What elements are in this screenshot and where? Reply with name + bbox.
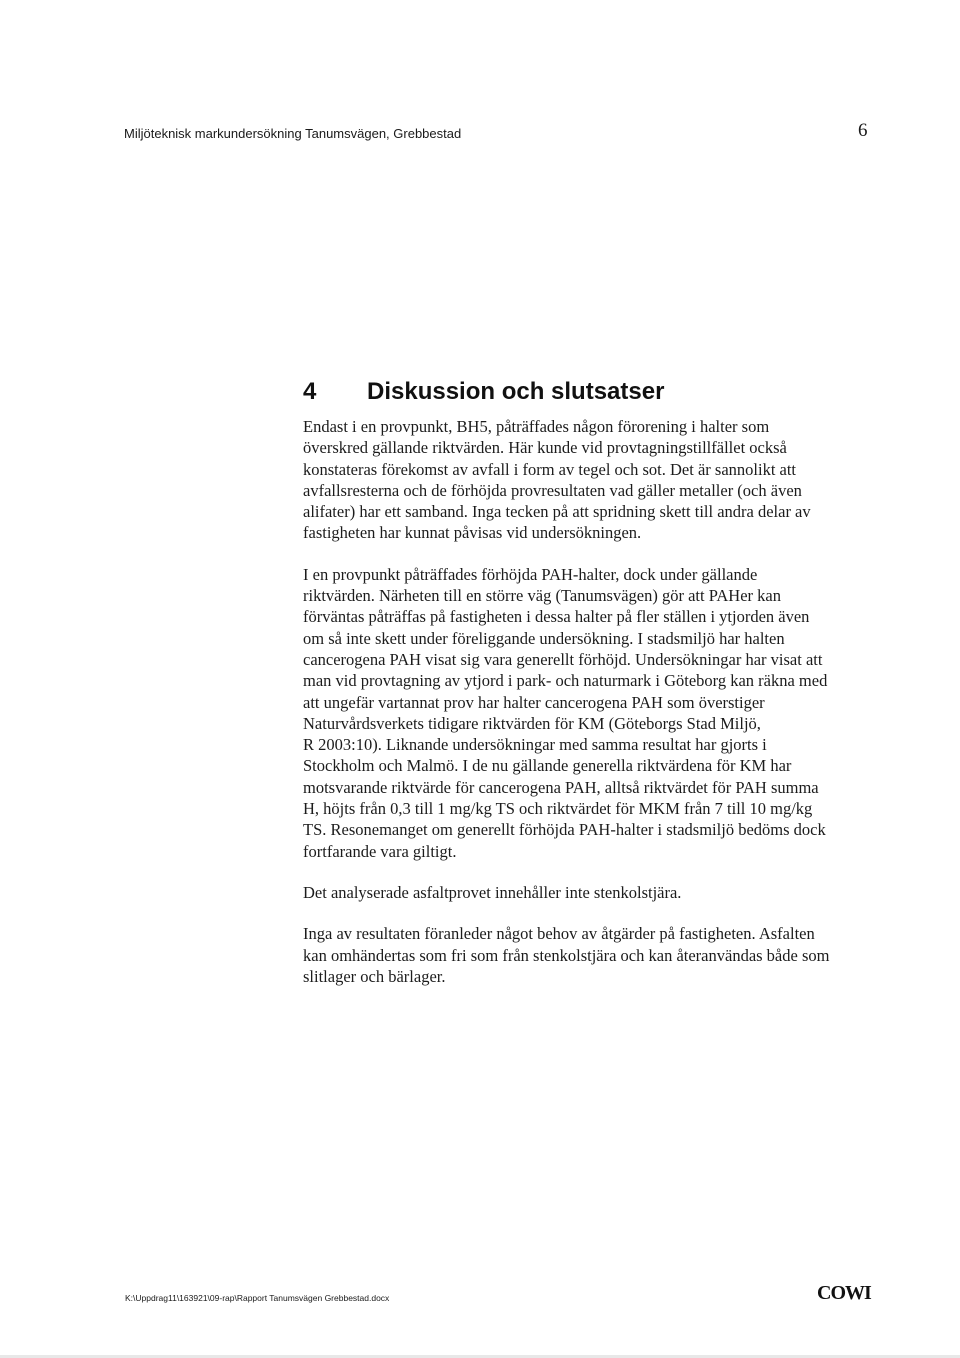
text-line: man vid provtagning av ytjord i park- och naturmark i Göteborg kan räkna med — [303, 671, 828, 691]
text-line: Naturvårdsverkets tidigare riktvärden för KM (Göteborgs Stad Miljö, — [303, 713, 761, 733]
text-line: Det analyserade asfaltprovet innehåller inte stenkolstjära. — [303, 882, 682, 902]
text-line: att ungefär vartannat prov har halter cancerogena PAH som överstiger — [303, 692, 765, 712]
text-line: H, höjts från 0,3 till 1 mg/kg TS och riktvärdet för MKM från 7 till 10 mg/kg — [303, 799, 813, 819]
page-number: 6 — [858, 120, 868, 141]
paragraph-3 — [303, 882, 883, 903]
body-text — [303, 416, 883, 1007]
text-line: Endast i en provpunkt, BH5, påträffades någon förorening i halter som — [303, 417, 770, 436]
text-line: förväntas påträffas på fastigheten i dessa halter på fler ställen i ytjorden även — [303, 607, 810, 627]
text-line: Inga av resultaten föranleder något behov av åtgärder på fastigheten. Asfalten — [303, 924, 815, 944]
text-line: I en provpunkt påträffades förhöjda PAH-halter, dock under gällande — [303, 564, 758, 584]
text-line: konstateras förekomst av avfall i form av tegel och sot. Det är sannolikt att — [303, 459, 797, 479]
section-title: Diskussion och slutsatser — [367, 378, 665, 405]
text-line: slitlager och bärlager. — [303, 966, 446, 986]
paragraph-4 — [303, 923, 883, 987]
text-line: Stockholm och Malmö. I de nu gällande generella riktvärdena för KM har — [303, 756, 792, 776]
text-line: R 2003:10). Liknande undersökningar med samma resultat har gjorts i — [303, 735, 767, 755]
cowi-logo: COWI — [817, 1282, 871, 1304]
text-line: om så inte skett under föreliggande undersökning. I stadsmiljö har halten — [303, 628, 785, 648]
text-line: TS. Resonemanget om generellt förhöjda PAH-halter i stadsmiljö bedöms dock — [303, 820, 826, 840]
text-line: cancerogena PAH visat sig vara generellt förhöjd. Undersökningar har visat att — [303, 649, 823, 669]
paragraph-2 — [303, 564, 883, 862]
text-line: avfallsresterna och de förhöjda provresultaten vad gäller metaller (och även — [303, 480, 802, 500]
text-line: alifater) har ett samband. Inga tecken på att spridning skett till andra delar av — [303, 502, 811, 522]
text-line: riktvärden. Närheten till en större väg (Tanumsvägen) gör att PAHer kan — [303, 586, 781, 606]
header-title: Miljöteknisk markundersökning Tanumsvägen, Grebbestad — [124, 126, 462, 141]
text-line: motsvarande riktvärde för cancerogena PAH, alltså riktvärdet för PAH summa — [303, 777, 819, 797]
text-line: överskred gällande riktvärden. Här kunde vid provtagningstillfället också — [303, 438, 787, 458]
text-line: fortfarande vara giltigt. — [303, 841, 457, 861]
text-line: fastigheten har kunnat påvisas vid undersökningen. — [303, 523, 642, 543]
section-number: 4 — [303, 378, 317, 405]
text-line: kan omhändertas som fri som från stenkolstjära och kan återanvändas både som — [303, 945, 830, 965]
paragraph-1 — [303, 416, 883, 544]
footer-file-path: K:\Uppdrag11\163921\09-rap\Rapport Tanumsvägen Grebbestad.docx — [125, 1293, 390, 1303]
